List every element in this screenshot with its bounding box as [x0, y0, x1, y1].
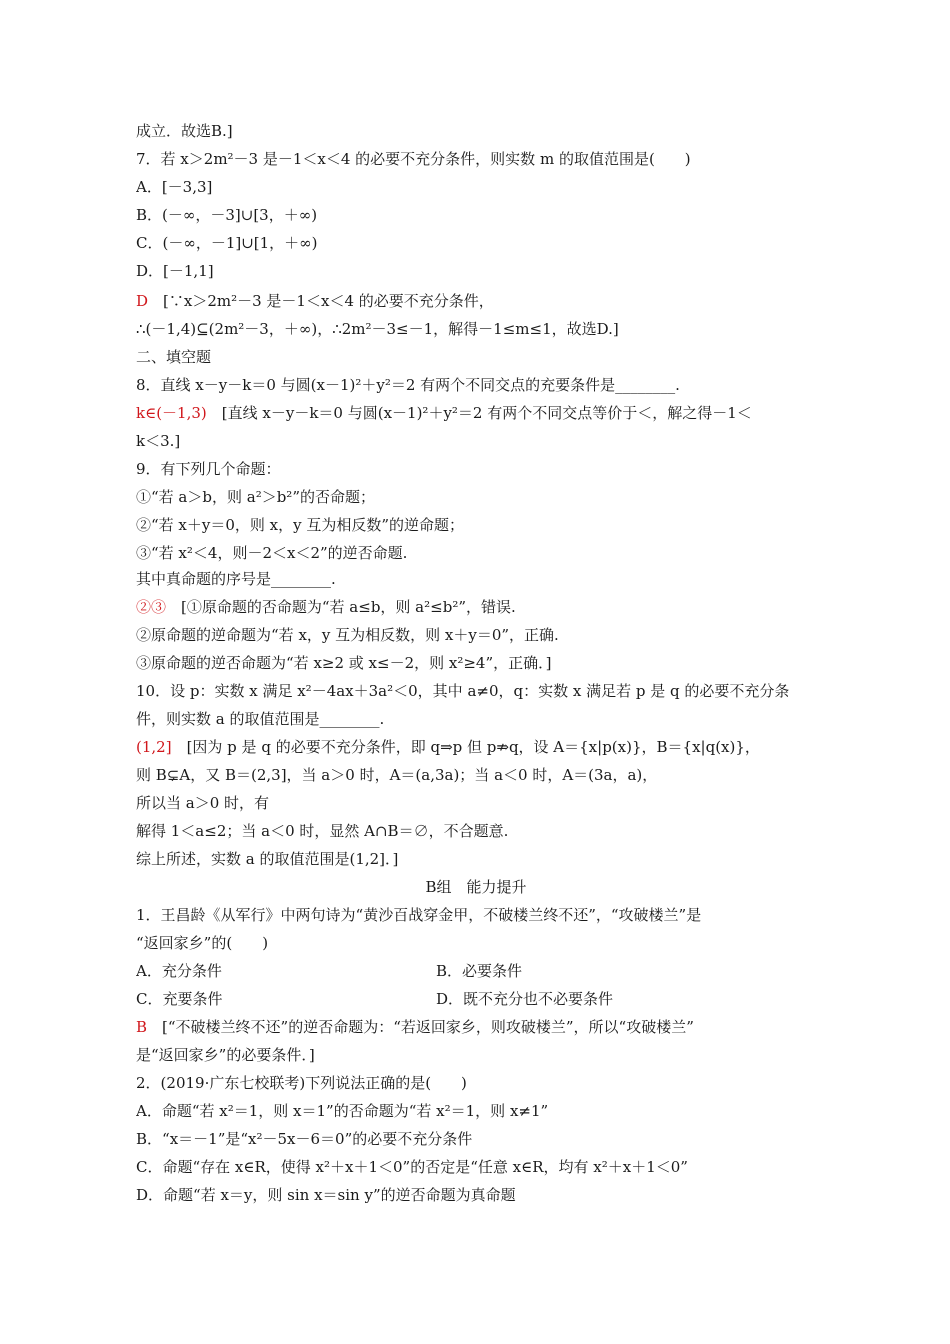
option-c: C．(－∞，－1]∪[1，＋∞) — [136, 234, 318, 252]
text-line: ①“若 a＞b，则 a²＞b²”的否命题； — [136, 488, 375, 506]
text-line: 解得 1＜a≤2；当 a＜0 时，显然 A∩B＝∅，不合题意. — [136, 822, 509, 840]
text-line: 件，则实数 a 的取值范围是________. — [136, 710, 385, 728]
option-c: C．命题“存在 x∈R，使得 x²＋x＋1＜0”的否定是“任意 x∈R，均有 x²＋x＋1＜0” — [136, 1158, 688, 1176]
text-line: 成立．故选B.] — [136, 122, 233, 140]
option-a: A．充分条件 — [136, 962, 222, 980]
question-b2: 2．(2019·广东七校联考)下列说法正确的是( ) — [136, 1074, 467, 1092]
option-b: B．(－∞，－3]∪[3，＋∞) — [136, 206, 318, 224]
answer-line: (1,2] [因为 p 是 q 的必要不充分条件，即 q⇒p 但 p⇏q，设 A＝{x|p(x)}，B＝{x|q(x)}， — [136, 738, 760, 756]
answer-label: k∈(－1,3) — [136, 404, 207, 422]
text-line: ②“若 x＋y＝0，则 x，y 互为相反数”的逆命题； — [136, 516, 465, 534]
answer-label: D — [136, 292, 149, 310]
option-a: A．命题“若 x²＝1，则 x＝1”的否命题为“若 x²＝1，则 x≠1” — [136, 1102, 549, 1120]
option-d: D．[－1,1] — [136, 262, 214, 280]
answer-line: B [“不破楼兰终不还”的逆否命题为：“若返回家乡，则攻破楼兰”，所以“攻破楼兰” — [136, 1018, 694, 1036]
text-line: 则 B⊊A，又 B＝(2,3]，当 a＞0 时，A＝(a,3a)；当 a＜0 时，A＝(3a，a)， — [136, 766, 658, 784]
option-b: B．必要条件 — [436, 962, 523, 980]
question-10: 10．设 p：实数 x 满足 x²－4ax＋3a²＜0，其中 a≠0，q：实数 x 满足若 p 是 q 的必要不充分条 — [136, 682, 790, 700]
text-line: ∴(－1,4)⊆(2m²－3，＋∞)，∴2m²－3≤－1，解得－1≤m≤1，故选D.] — [136, 320, 619, 338]
options-row — [136, 958, 826, 984]
text-line: 所以当 a＞0 时，有 — [136, 794, 270, 812]
section-heading: 二、填空题 — [136, 348, 212, 366]
answer-line: ②③ [①原命题的否命题为“若 a≤b，则 a²≤b²”，错误. — [136, 598, 516, 616]
answer-label: ②③ — [136, 598, 167, 616]
option-c: C．充要条件 — [136, 990, 223, 1008]
text-line: ②原命题的逆命题为“若 x，y 互为相反数，则 x＋y＝0”，正确. — [136, 626, 559, 644]
answer-label: B — [136, 1018, 148, 1036]
question-b1: 1．王昌龄《从军行》中两句诗为“黄沙百战穿金甲，不破楼兰终不还”，“攻破楼兰”是 — [136, 906, 702, 924]
text-line: 其中真命题的序号是________. — [136, 570, 336, 588]
option-d: D．既不充分也不必要条件 — [436, 990, 614, 1008]
text-line: “返回家乡”的( ) — [136, 934, 269, 952]
answer-label: (1,2] — [136, 738, 172, 756]
options-row — [136, 986, 826, 1012]
text-line: ③原命题的逆否命题为“若 x≥2 或 x≤－2，则 x²≥4”，正确．] — [136, 654, 552, 672]
option-b: B．“x＝－1”是“x²－5x－6＝0”的必要不充分条件 — [136, 1130, 473, 1148]
answer-line: k∈(－1,3) [直线 x－y－k＝0 与圆(x－1)²＋y²＝2 有两个不同交点等价于＜，解之得－1＜ — [136, 404, 752, 422]
question-8: 8．直线 x－y－k＝0 与圆(x－1)²＋y²＝2 有两个不同交点的充要条件是________. — [136, 376, 680, 394]
text-line: 是“返回家乡”的必要条件．] — [136, 1046, 315, 1064]
text-line: k＜3.] — [136, 432, 181, 450]
text-line: 综上所述，实数 a 的取值范围是(1,2]．] — [136, 850, 399, 868]
answer-line: D [∵x＞2m²－3 是－1＜x＜4 的必要不充分条件， — [136, 292, 494, 310]
text-line: ③“若 x²＜4，则－2＜x＜2”的逆否命题. — [136, 544, 408, 562]
section-b-title: B组 能力提升 — [425, 878, 527, 896]
option-a: A．[－3,3] — [136, 178, 213, 196]
question-7: 7．若 x＞2m²－3 是－1＜x＜4 的必要不充分条件，则实数 m 的取值范围是( ) — [136, 150, 691, 168]
question-9: 9．有下列几个命题： — [136, 460, 281, 478]
option-d: D．命题“若 x＝y，则 sin x＝sin y”的逆否命题为真命题 — [136, 1186, 516, 1204]
